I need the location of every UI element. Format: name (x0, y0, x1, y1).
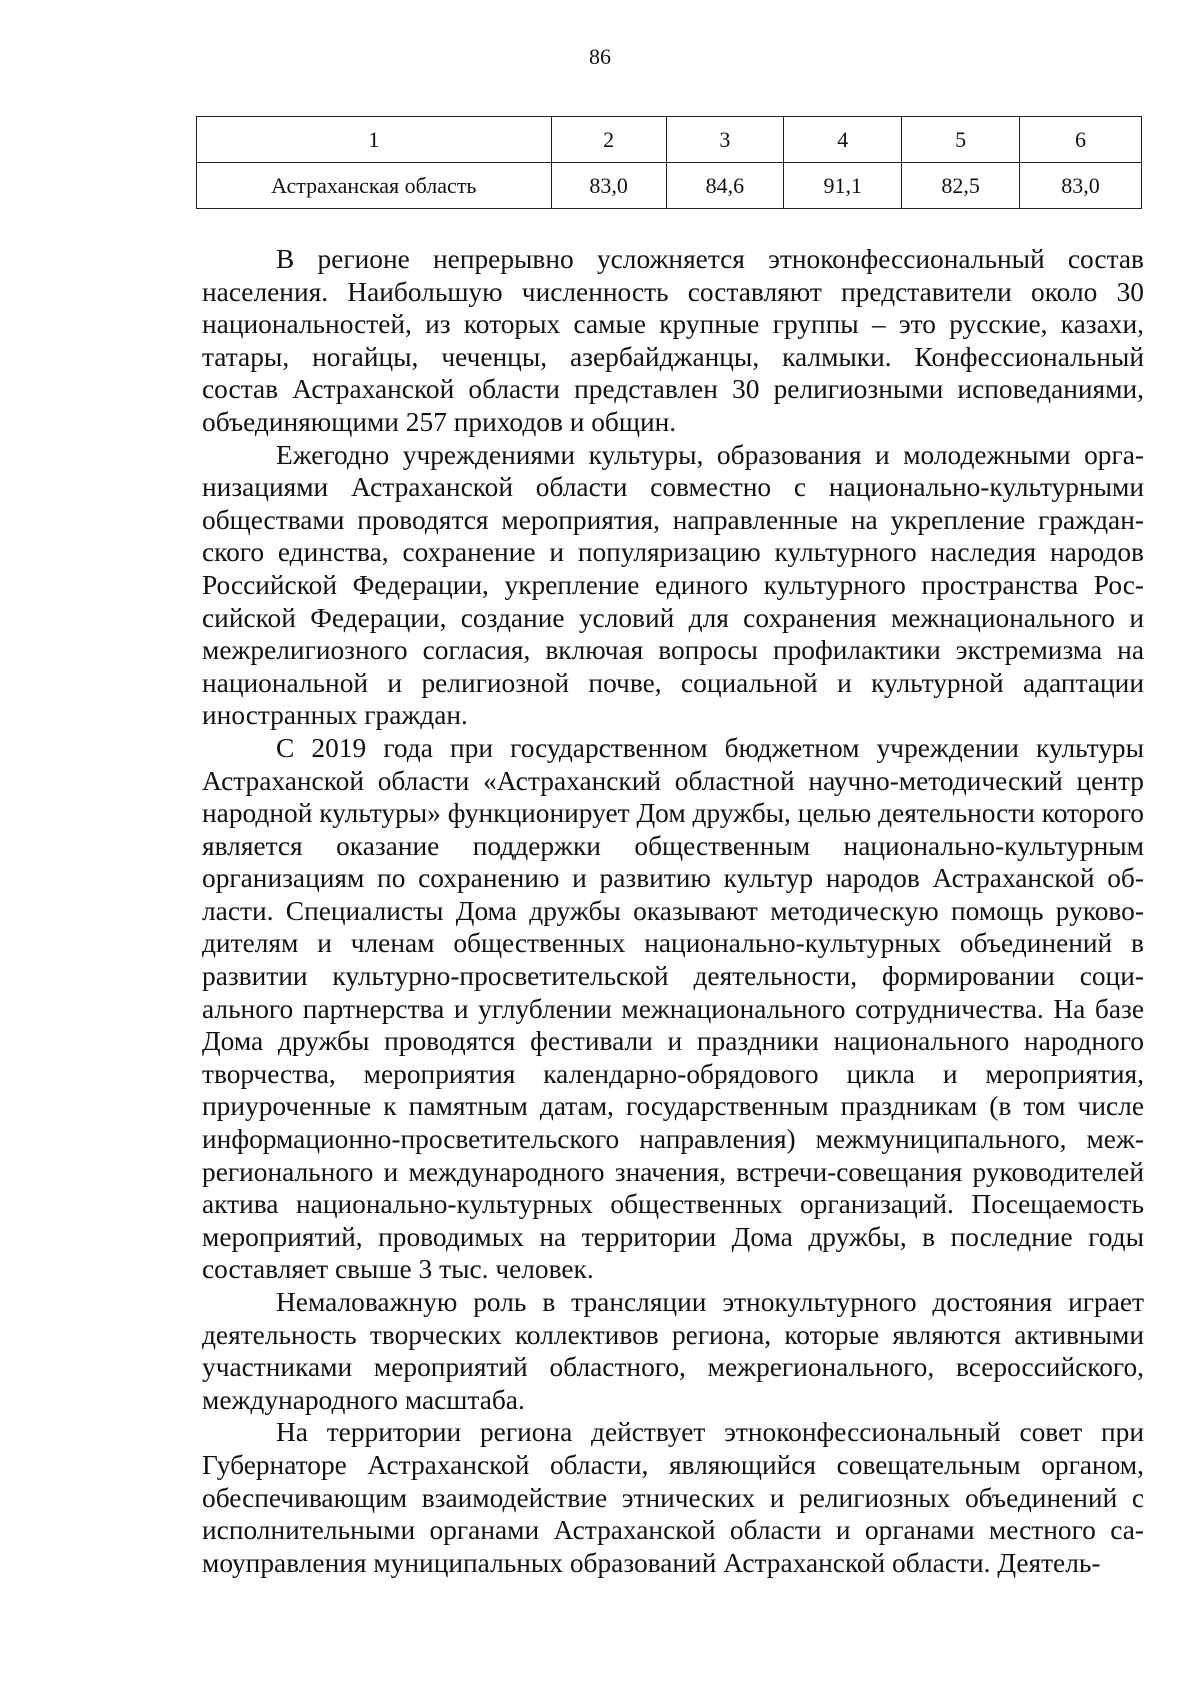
table-header-cell: 6 (1020, 117, 1142, 163)
data-table (196, 116, 1142, 209)
body-text (202, 243, 1144, 1579)
table-header-cell: 3 (666, 117, 784, 163)
table-header-cell: 1 (197, 117, 552, 163)
paragraph: На территории региона действует этноконфессиональный совет при Губернаторе Астраханской области, являющийся совещательным органом, обеспечивающим взаимодействие этнических и религиозных объединений с исполнительными органами Астраханской области и органами местного самоуправления муниципальных образований Астраханской области. Деятель- (202, 1417, 1144, 1578)
paragraph: С 2019 года при государственном бюджетном учреждении культуры Астраханской области «Астраханский областной научно-методический центр народной культуры» функционирует Дом дружбы, целью деятельности которого является оказание поддержки общественным национально-культурным организациям по сохранению и развитию культур народов Астраханской области. Специалисты Дома дружбы оказывают методическую помощь руководителям и членам общественных национально-культурных объединений в развитии культурно-просветительской деятельности, формировании социального партнерства и углублении межнационального сотрудничества. На базе Дома дружбы проводятся фестивали и праздники национального народного творчества, мероприятия календарно-обрядового цикла и мероприятия, приуроченные к памятным датам, государственным праздникам (в том числе информационно-просветительского направления) межмуниципального, межрегионального и международного значения, встречи-совещания руководителей актива национально-культурных общественных организаций. Посещаемость мероприятий, проводимых на территории Дома дружбы, в последние годы составляет свыше 3 тыс. человек. (202, 732, 1144, 1285)
paragraph: В регионе непрерывно усложняется этноконфессиональный состав населения. Наибольшую численность составляют представители около 30 национальностей, из которых самые крупные группы – это русские, казахи, татары, ногайцы, чеченцы, азербайджанцы, калмыки. Конфессиональный состав Астраханской области представлен 30 религиозными исповеданиями, объединяющими 257 приходов и общин. (202, 244, 1144, 437)
table-value-cell: 83,0 (1020, 163, 1142, 209)
table-header-cell: 4 (784, 117, 902, 163)
table-header-cell: 5 (902, 117, 1020, 163)
table-header-cell: 2 (551, 117, 666, 163)
paragraph: Немаловажную роль в трансляции этнокультурного достояния играет деятельность творческих коллективов региона, которые являются активными участниками мероприятий областного, межрегионального, всероссийского, международного масштаба. (202, 1287, 1144, 1415)
table-value-cell: 82,5 (902, 163, 1020, 209)
table-value-cell: 91,1 (784, 163, 902, 209)
table-value-cell: 84,6 (666, 163, 784, 209)
table-row (197, 163, 1142, 209)
table-value-cell: 83,0 (551, 163, 666, 209)
region-name-cell: Астраханская область (197, 163, 552, 209)
paragraph: Ежегодно учреждениями культуры, образования и молодежными организациями Астраханской области совместно с национально-культурными обществами проводятся мероприятия, направленные на укрепление гражданского единства, сохранение и популяризацию культурного наследия народов Российской Федерации, укрепление единого культурного пространства Российской Федерации, создание условий для сохранения межнационального и межрелигиозного согласия, включая вопросы профилактики экстремизма на национальной и религиозной почве, социальной и культурной адаптации иностранных граждан. (202, 439, 1144, 731)
table-header-row (197, 117, 1142, 163)
page-number: 86 (589, 44, 611, 69)
